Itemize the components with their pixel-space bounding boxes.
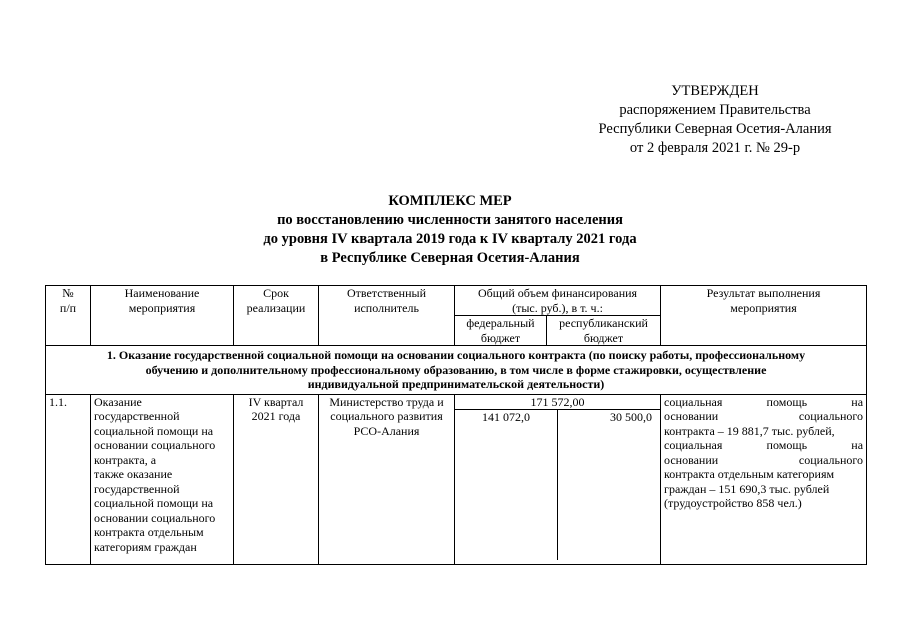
header-text: № [62,286,74,300]
header-text: бюджет [583,330,624,345]
section-line: обучению и дополнительному профессиональному образованию, в том числе в форме стажировки, осуществление [145,362,767,377]
header-federal [455,316,547,346]
approval-line: УТВЕРЖДЕН [671,83,759,99]
cell-line: социальной помощи на [94,423,214,438]
section-line: 1. Оказание государственной социальной помощи на основании социального контракта (по поиску работы, профессиональному [106,348,806,362]
cell-line: социальная помощь на [664,394,864,409]
approval-line: Республики Северная Осетия-Алания [598,121,832,137]
cell-line: основании социального [664,452,864,467]
row-funding [455,394,661,564]
cell-line: также оказание [94,467,173,481]
row-term [234,394,319,564]
section-line: индивидуальной предпринимательской деятельности) [307,377,605,391]
header-name [91,286,234,346]
funding-split-row [455,410,660,561]
cell-line: контракта отдельным категориям [664,467,835,481]
header-republic [547,316,661,346]
header-text: бюджет [480,330,521,345]
header-funding [455,286,661,316]
approval-line: от 2 февраля 2021 г. № 29-р [629,140,801,156]
header-num [46,286,91,346]
funding-subtable [455,395,660,561]
cell-line: контракта, а [94,452,157,467]
cell-line: (трудоустройство 858 чел.) [664,496,802,510]
cell-line: основании социального [94,438,216,452]
header-text: федеральный [466,316,535,330]
header-text: мероприятия [730,300,797,315]
measures-table [45,285,867,565]
header-text: реализации [246,300,306,315]
section-heading [46,346,867,395]
header-text: Общий объем финансирования [477,286,638,300]
cell-line: IV квартал [248,394,304,409]
title-line: до уровня IV квартала 2019 года к IV кварталу 2021 года [263,231,637,247]
header-text: исполнитель [354,300,419,315]
row-name [91,394,234,564]
cell-line: категориям граждан [94,539,197,554]
title-line: КОМПЛЕКС МЕР [388,193,512,209]
table-row [46,394,867,564]
funding-total: 171 572,00 [455,395,660,410]
header-row [46,286,867,316]
header-text: Ответственный [346,286,427,300]
cell-line: государственной [94,409,180,423]
header-text: Результат выполнения [706,286,821,300]
header-text: Наименование [124,286,200,300]
cell-line: Министерство труда и [329,394,444,409]
cell-line: 2021 года [251,409,301,423]
header-text: п/п [59,300,77,315]
header-text: (тыс. руб.), в т. ч.: [512,300,603,315]
row-num: 1.1. [46,394,91,564]
funding-total-row [455,395,660,410]
funding-federal: 141 072,0 [455,410,558,561]
header-responsible [319,286,455,346]
title-line: в Республике Северная Осетия-Алания [320,250,580,266]
cell-line: социальная помощь на [664,438,864,452]
cell-line: РСО-Алания [353,423,420,438]
header-term [234,286,319,346]
cell-line: граждан – 151 690,3 тыс. рублей [664,481,830,496]
row-result [661,394,867,564]
approval-line: распоряжением Правительства [619,102,811,118]
cell-line: контракта отдельным [94,525,204,539]
cell-line: социальной помощи на [94,496,214,510]
document-title [150,192,750,268]
funding-republic: 30 500,0 [610,410,653,424]
header-result [661,286,867,346]
header-text: мероприятия [128,300,196,315]
cell-line: Оказание [94,394,142,409]
title-line: по восстановлению численности занятого населения [277,212,623,228]
approval-block [560,82,870,158]
header-text: республиканский [559,316,648,330]
cell-line: социального развития [330,409,443,423]
cell-line: государственной [94,481,180,496]
section-row [46,346,867,395]
row-responsible [319,394,455,564]
header-text: Срок [263,286,289,300]
cell-line: основании социального [664,409,864,423]
cell-line: основании социального [94,510,216,525]
cell-line: контракта – 19 881,7 тыс. рублей, [664,423,835,438]
